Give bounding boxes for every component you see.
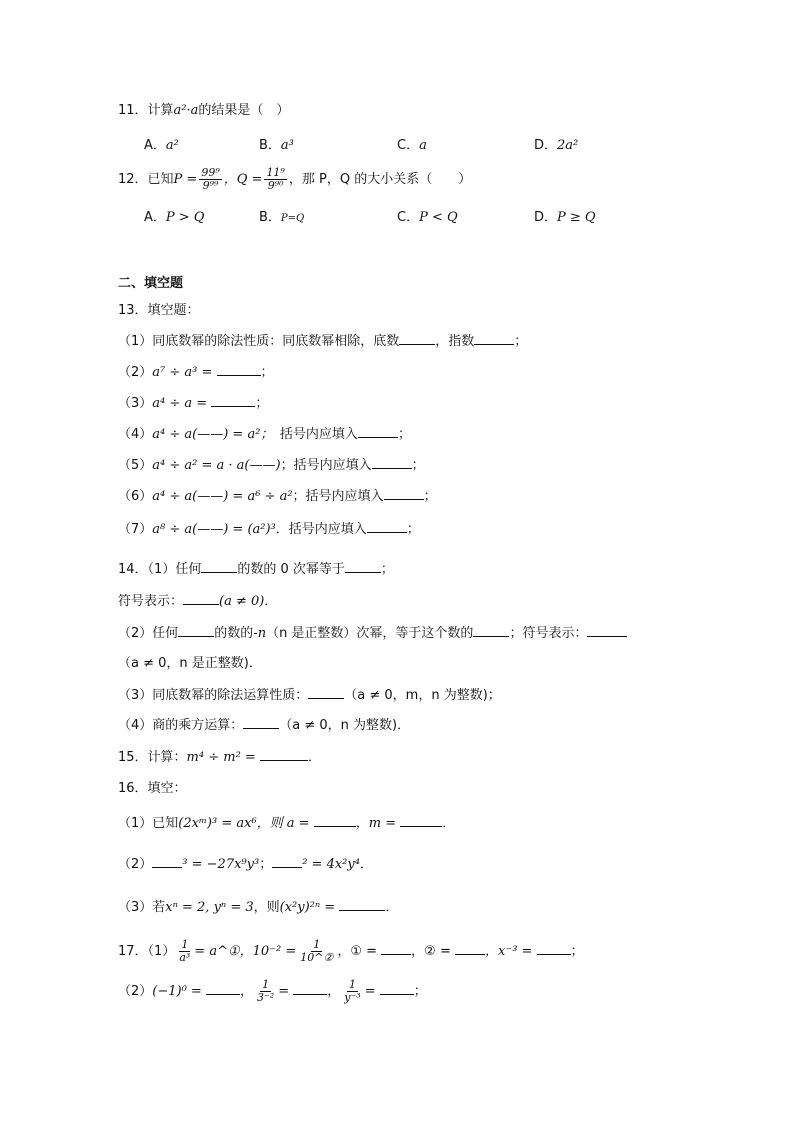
answer-blank[interactable] xyxy=(183,592,219,605)
option-a: A．a² xyxy=(144,138,179,153)
fraction: $\frac{1}{\text{3⁻²}}$ xyxy=(256,978,275,1004)
option-d: D．2a² xyxy=(534,138,579,153)
answer-blank[interactable] xyxy=(178,624,214,637)
answer-blank[interactable] xyxy=(473,624,509,637)
answer-blank[interactable] xyxy=(474,332,514,345)
answer-blank[interactable] xyxy=(345,560,381,573)
q14-line-2: 符号表示： (a ≠ 0)． xyxy=(118,594,278,609)
answer-blank[interactable] xyxy=(260,748,308,761)
option-c: C．a xyxy=(397,138,427,153)
question-stem: 11．计算 xyxy=(118,103,174,118)
answer-blank[interactable] xyxy=(243,716,279,729)
answer-blank[interactable] xyxy=(293,982,327,995)
answer-blank[interactable] xyxy=(587,624,627,637)
q17-line-2: （2）(−1)⁰ = ， $\frac{1}{\text{3⁻²}}$ = ， $\frac{1}{\text{y⁻³}}$ = ； xyxy=(118,978,427,1004)
answer-blank[interactable] xyxy=(308,686,344,699)
answer-blank[interactable] xyxy=(372,456,412,469)
answer-blank[interactable] xyxy=(314,814,356,827)
answer-blank[interactable] xyxy=(206,982,240,995)
question-16-stem: 16．填空： xyxy=(118,781,187,796)
q13-item-5: （5）a⁴ ÷ a² = a · a(——)；括号内应填入 ； xyxy=(118,458,425,473)
answer-blank[interactable] xyxy=(380,982,414,995)
q13-item-4: （4）a⁴ ÷ a(——) = a²； 括号内应填入 ； xyxy=(118,427,411,442)
q16-line-3: （3）若xⁿ = 2, yⁿ = 3，则(x²y)²ⁿ = ． xyxy=(118,900,399,915)
answer-blank[interactable] xyxy=(201,560,237,573)
question-13-stem: 13．填空题： xyxy=(118,303,200,318)
q14-line-6: （4）商的乘方运算： （a ≠ 0，n 为整数)． xyxy=(118,718,411,733)
question-12: 12．已知P = $\frac{\text{99⁹}}{\text{9⁹⁹}}$ ，Q = $\frac{\text{11⁹}}{\text{9⁹⁰}}$ ，那 P，Q 的大小关系（ ） xyxy=(118,166,472,192)
option-d: D．P ≥ Q xyxy=(534,210,596,225)
fraction: $\frac{\text{99⁹}}{\text{9⁹⁹}}$ xyxy=(201,166,220,192)
q13-item-3: （3）a⁴ ÷ a = ； xyxy=(118,396,269,411)
q13-item-2: （2）a⁷ ÷ a³ = ； xyxy=(118,365,274,380)
option-c: C．P < Q xyxy=(397,210,458,225)
q14-line-4: （a ≠ 0，n 是正整数)． xyxy=(118,656,262,671)
q13-item-1: （1）同底数幂的除法性质：同底数幂相除，底数 ，指数 ； xyxy=(118,334,528,349)
q13-item-6: （6）a⁴ ÷ a(——) = a⁶ ÷ a²；括号内应填入 ； xyxy=(118,489,437,504)
option-b: B．a³ xyxy=(259,138,294,153)
answer-blank[interactable] xyxy=(399,332,435,345)
q14-line-3: （2）任何 的数的-n（n 是正整数）次幂，等于这个数的 ；符号表示： xyxy=(118,624,754,644)
answer-blank[interactable] xyxy=(537,942,571,955)
q14-line-1: 14．（1）任何 的数的 0 次幂等于 ； xyxy=(118,562,394,577)
option-a: A．P > Q xyxy=(144,210,205,225)
q16-line-1: （1）已知(2xᵐ)³ = ax⁶，则 a = ，m = ． xyxy=(118,816,456,831)
question-stem: 12．已知 xyxy=(118,172,174,187)
question-tail: ，那 P，Q 的大小关系（ ） xyxy=(288,172,472,187)
option-b: B．P=Q xyxy=(259,210,305,225)
q14-line-5: （3）同底数幂的除法运算性质： （a ≠ 0，m，n 为整数)； xyxy=(118,688,501,703)
fraction: $\frac{1}{\text{y⁻³}}$ xyxy=(344,978,361,1004)
fraction: $\frac{1}{\text{a³}}$ xyxy=(179,938,191,964)
fraction: $\frac{\text{11⁹}}{\text{9⁹⁰}}$ xyxy=(266,166,285,192)
question-15: 15．计算：m⁴ ÷ m² = ． xyxy=(118,750,321,765)
answer-blank[interactable] xyxy=(217,363,261,376)
q13-item-7: （7）a⁸ ÷ a(——) = (a²)³．括号内应填入 ； xyxy=(118,522,420,537)
answer-blank[interactable] xyxy=(455,942,485,955)
section-heading: 二、填空题 xyxy=(118,276,184,291)
answer-blank[interactable] xyxy=(339,898,385,911)
math-expression: a²·a xyxy=(173,103,199,118)
fraction: $\frac{1}{\text{10\textasciicircum{}②}}$ xyxy=(300,938,334,964)
answer-blank[interactable] xyxy=(367,520,407,533)
answer-blank[interactable] xyxy=(400,814,442,827)
answer-blank[interactable] xyxy=(358,425,398,438)
question-11 xyxy=(118,101,754,121)
answer-blank[interactable] xyxy=(152,855,182,868)
question-tail: 的结果是（ ） xyxy=(198,103,290,118)
answer-blank[interactable] xyxy=(384,487,424,500)
answer-blank[interactable] xyxy=(381,942,411,955)
q17-line-1: 17．（1） $\frac{1}{\text{a³}}$ = a^①，10⁻² = $\frac{1}{\text{10\textasciicircum{}②}}$ ，① = ，② = ，x⁻³ = ； xyxy=(118,938,584,964)
answer-blank[interactable] xyxy=(272,855,302,868)
q16-line-2: （2） ³ = −27x⁹y³； ² = 4x²y⁴． xyxy=(118,857,373,872)
answer-blank[interactable] xyxy=(211,394,255,407)
